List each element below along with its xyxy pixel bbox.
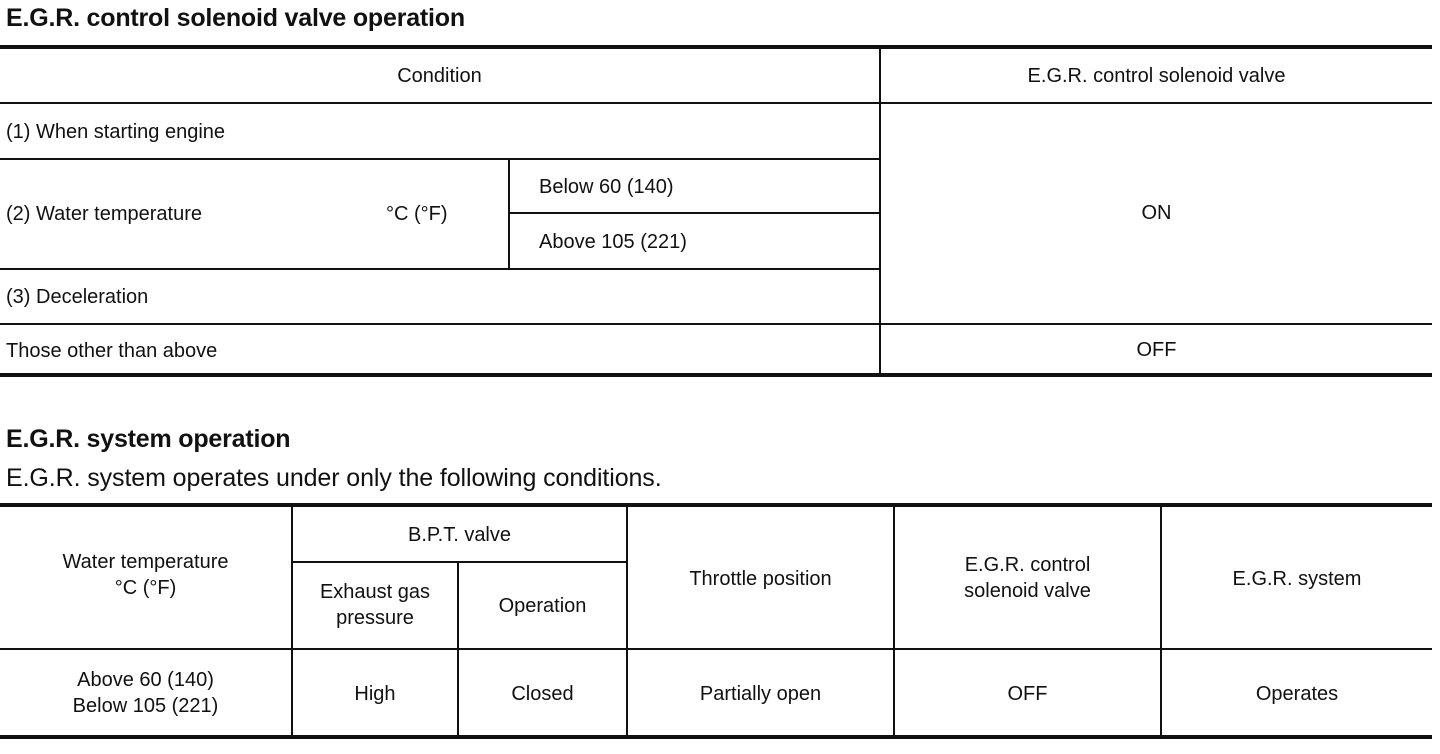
header-egr-solenoid-valve: E.G.R. control solenoid valve: [964, 554, 1091, 602]
water-temp-above: Above 105 (221): [539, 231, 687, 253]
header-egr-system: E.G.R. system: [1232, 568, 1362, 590]
row-deceleration: (3) Deceleration: [6, 286, 149, 308]
row-starting-engine: (1) When starting engine: [6, 121, 226, 143]
header-water-temperature: Water temperature °C (°F): [62, 551, 229, 599]
solenoid-on-value: ON: [1141, 202, 1172, 224]
data-exhaust-gas-pressure: High: [354, 683, 396, 705]
row-other-conditions: Those other than above: [6, 340, 218, 362]
header-bpt-valve: B.P.T. valve: [407, 524, 512, 546]
header-condition: Condition: [397, 65, 482, 87]
table2-bottom-rule: [0, 735, 1432, 739]
row2-rule: [0, 268, 879, 270]
row3-rule: [0, 323, 1432, 325]
row-water-temperature-unit: °C (°F): [386, 203, 448, 225]
data-egr-solenoid-valve: OFF: [1007, 683, 1048, 705]
header-throttle-position: Throttle position: [689, 568, 832, 590]
section1-title: E.G.R. control solenoid valve operation: [6, 4, 465, 32]
table1-header-rule: [0, 102, 1432, 104]
table2-bpt-divider: [457, 563, 459, 737]
table2-top-rule: [0, 503, 1432, 507]
solenoid-off-value: OFF: [1136, 339, 1177, 361]
header-solenoid-valve: E.G.R. control solenoid valve: [1027, 65, 1286, 87]
bpt-sub-rule: [293, 561, 626, 563]
table2-header-rule: [0, 648, 1432, 650]
header-operation: Operation: [498, 595, 587, 617]
data-operation: Closed: [511, 683, 574, 705]
data-egr-system: Operates: [1255, 683, 1339, 705]
row2-divider: [508, 159, 510, 269]
header-exhaust-gas-pressure: Exhaust gas pressure: [319, 581, 431, 629]
row2-sub-rule: [509, 212, 879, 214]
table1-bottom-rule: [0, 373, 1432, 377]
row-water-temperature: (2) Water temperature: [6, 203, 202, 225]
data-water-temperature: Above 60 (140) Below 105 (221): [72, 669, 219, 717]
data-throttle-position: Partially open: [699, 683, 822, 705]
section2-subtitle: E.G.R. system operates under only the following conditions.: [6, 464, 662, 492]
row1-rule: [0, 158, 879, 160]
table1-top-rule: [0, 45, 1432, 49]
section2-title: E.G.R. system operation: [6, 425, 291, 453]
water-temp-below: Below 60 (140): [539, 176, 674, 198]
